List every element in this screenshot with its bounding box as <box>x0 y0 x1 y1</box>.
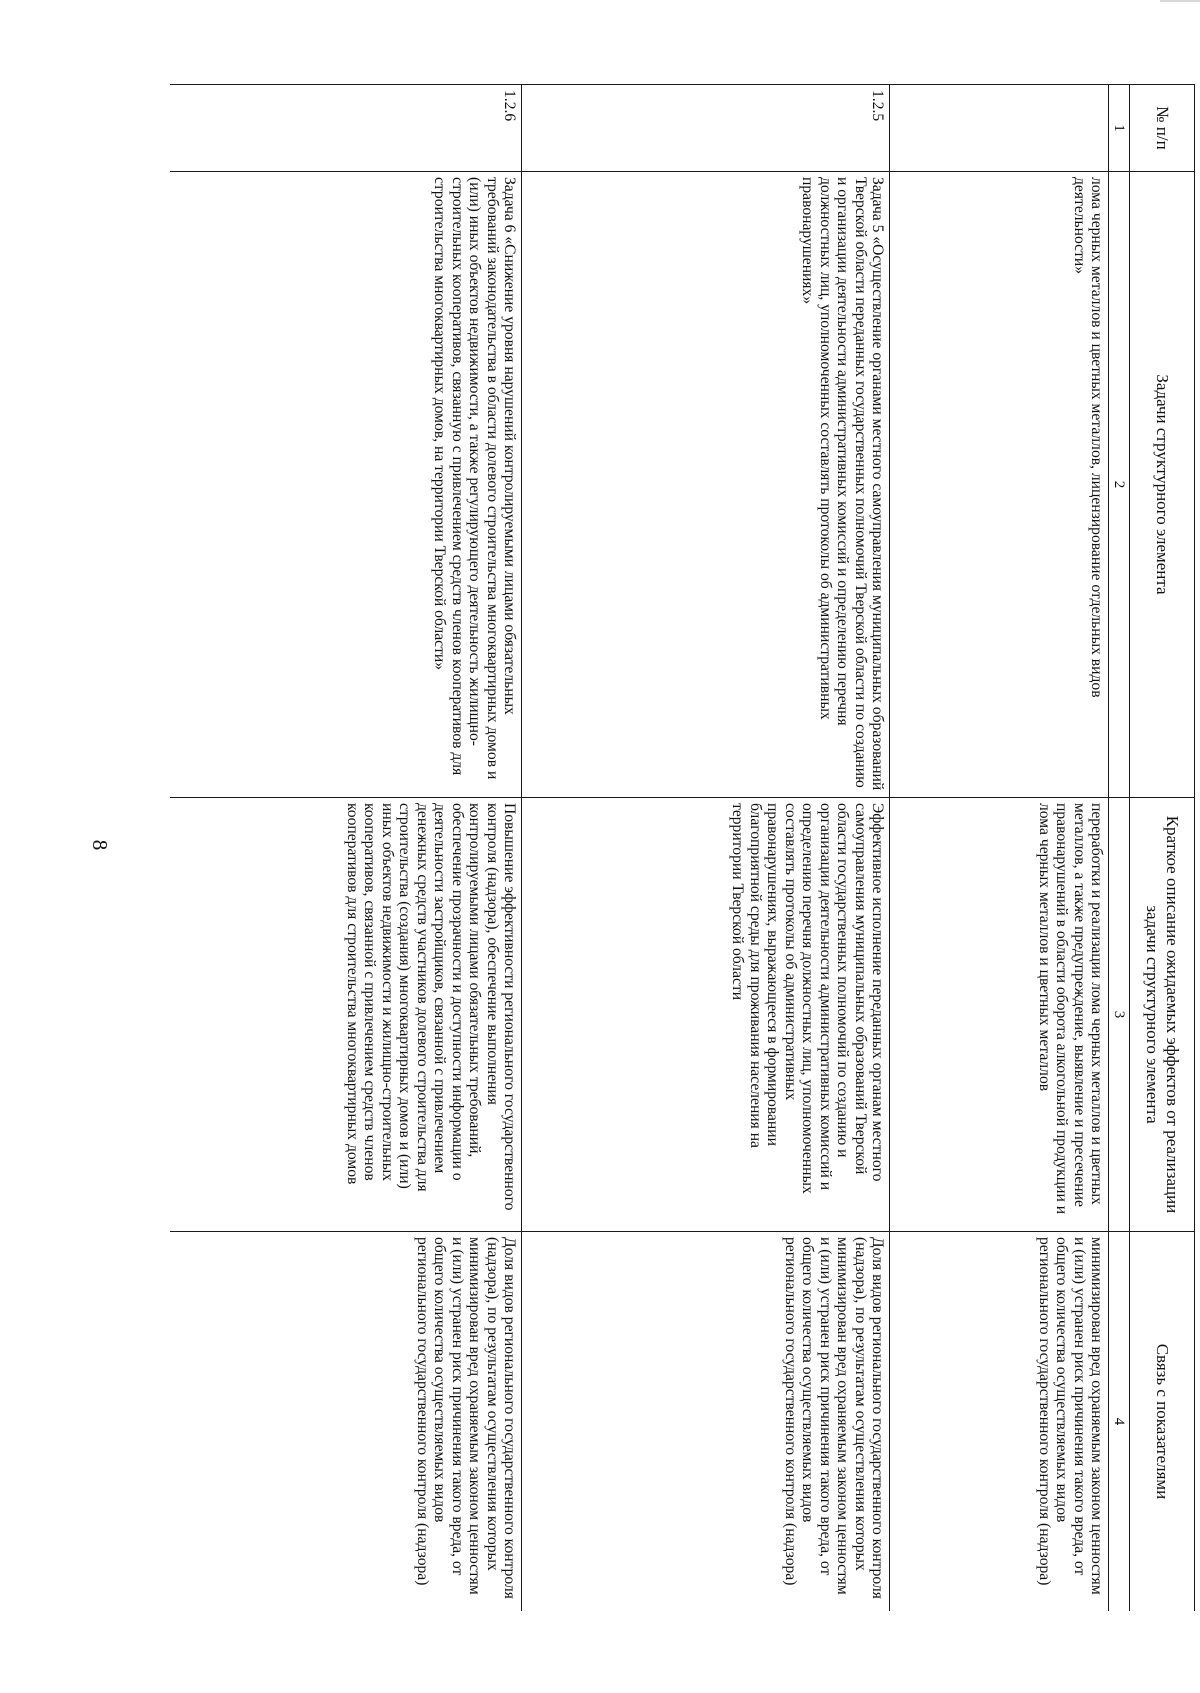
effect-cell: Повышение эффективности регионального государственного контроля (надзора), обеспечение выполнения контролируемыми лицами обязательных требований, обеспечение прозрачности и доступности информации о деятельности застройщиков, связанной с привлечением денежных средств участников долевого строительства для строительства (создания) многоквартирных домов и (или) иных объектов недвижимости и жилищно-строительных кооперативов, связанной с привлечением средств членов кооперативов для строительства многоквартирных домов <box>170 798 522 1232</box>
effect-cell: переработки и реализации лома черных металлов и цветных металлов, а также предупреждение, выявление и пресечение правонарушений в области оборота алкогольной продукции и лома черных металлов и цветных металлов <box>890 798 1109 1232</box>
rotated-table-frame <box>170 84 1195 1611</box>
header-number: № п/п <box>1130 85 1195 172</box>
row-number: 1.2.6 <box>170 85 522 172</box>
column-number: 3 <box>1109 798 1130 1232</box>
table-row <box>890 85 1109 1612</box>
indicator-cell: Доля видов регионального государственного контроля (надзора), по результатам осуществления которых минимизирован вред охраняемым законом ценностям и (или) устранен риск причинения такого вреда, от общего количества осуществляемых видов регионального государственного контроля (надзора) <box>522 1232 890 1612</box>
column-number-row <box>1109 85 1130 1612</box>
table-row <box>170 85 522 1612</box>
task-cell: Задача 5 «Осуществление органами местного самоуправления муниципальных образований Тверской области переданных государственных полномочий Тверской области по созданию и организации деятельности административных комиссий и определению перечня должностных лиц, уполномоченных составлять протоколы об административных правонарушениях» <box>522 172 890 798</box>
header-effects: Краткое описание ожидаемых эффектов от реализации задачи структурного элемента <box>1130 798 1195 1232</box>
header-indicators: Связь с показателями <box>1130 1232 1195 1612</box>
column-number: 4 <box>1109 1232 1130 1612</box>
effect-cell: Эффективное исполнение переданных органам местного самоуправления муниципальных образований Тверской области государственных полномочий по созданию и организации деятельности административных комиссий и определению перечня должностных лиц, уполномоченных составлять протоколы об административных правонарушениях, выражающееся в формировании благоприятной среды для проживания населения на территории Тверской области <box>522 798 890 1232</box>
task-cell: Задача 6 «Снижение уровня нарушений контролируемыми лицами обязательных требований законодательства в области долевого строительства многоквартирных домов и (или) иных объектов недвижимости, а также регулирующего деятельность жилищно-строительных кооперативов, связанную с привлечением средств членов кооперативов для строительства многоквартирных домов, на территории Тверской области» <box>170 172 522 798</box>
indicator-cell: минимизирован вред охраняемым законом ценностям и (или) устранен риск причинения такого вреда, от общего количества осуществляемых видов регионального государственного контроля (надзора) <box>890 1232 1109 1612</box>
structural-element-tasks-table <box>170 84 1195 1611</box>
indicator-cell: Доля видов регионального государственного контроля (надзора), по результатам осуществления которых минимизирован вред охраняемым законом ценностям и (или) устранен риск причинения такого вреда, от общего количества осуществляемых видов регионального государственного контроля (надзора) <box>170 1232 522 1612</box>
table-row <box>522 85 890 1612</box>
scan-edge-mark <box>1160 0 1200 2</box>
row-number <box>890 85 1109 172</box>
page-number: 8 <box>88 839 112 851</box>
column-number: 1 <box>1109 85 1130 172</box>
row-number: 1.2.5 <box>522 85 890 172</box>
header-tasks: Задачи структурного элемента <box>1130 172 1195 798</box>
table-header-row <box>1130 85 1195 1612</box>
task-cell: лома черных металлов и цветных металлов, лицензирование отдельных видов деятельности» <box>890 172 1109 798</box>
column-number: 2 <box>1109 172 1130 798</box>
